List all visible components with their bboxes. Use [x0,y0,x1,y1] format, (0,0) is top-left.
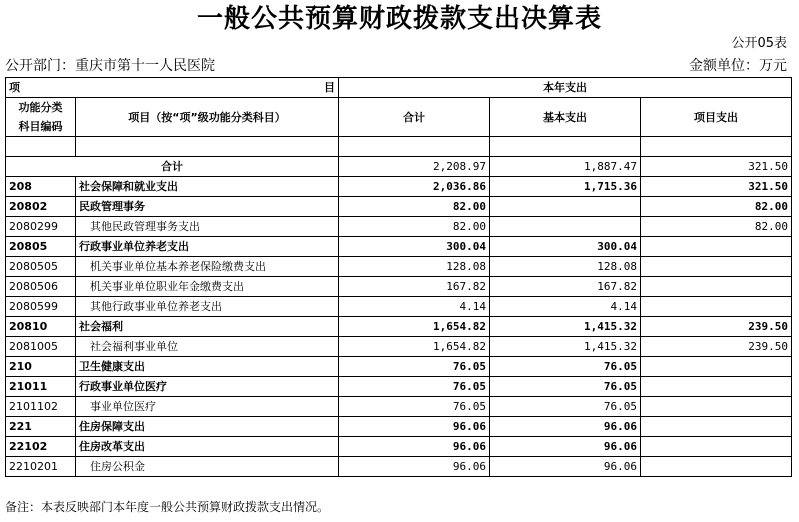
page-title: 一般公共预算财政拨款支出决算表 [196,4,602,34]
row-code: 210 [6,357,76,377]
row-code: 20802 [6,197,76,217]
row-project [641,457,792,477]
row-code: 2080299 [6,217,76,237]
table-row [6,337,792,357]
row-total: 96.06 [339,457,490,477]
row-code: 2080506 [6,277,76,297]
header-item-left: 项 [9,81,20,94]
row-project: 239.50 [641,337,792,357]
row-total: 300.04 [339,237,490,257]
row-total: 4.14 [339,297,490,317]
table-row [6,237,792,257]
row-name: 民政管理事务 [76,197,339,217]
blank-cell [76,137,339,157]
blank-cell [339,137,490,157]
total-row-total: 2,208.97 [339,157,490,177]
header-func-code-line2: 科目编码 [18,120,63,133]
header-basic: 基本支出 [490,98,641,137]
total-row [6,157,792,177]
row-code: 2101102 [6,397,76,417]
row-total: 82.00 [339,197,490,217]
row-total: 76.05 [339,357,490,377]
row-total: 82.00 [339,217,490,237]
row-total: 167.82 [339,277,490,297]
header-row-top [6,78,792,98]
row-basic [490,197,641,217]
row-code: 2210201 [6,457,76,477]
table-row [6,457,792,477]
header-project: 项目支出 [641,98,792,137]
row-total: 128.08 [339,257,490,277]
header-func-code-line1: 功能分类 [18,101,63,114]
row-project [641,277,792,297]
row-name: 卫生健康支出 [76,357,339,377]
table-row [6,437,792,457]
row-total: 1,654.82 [339,337,490,357]
department-label: 公开部门：重庆市第十一人民医院 [5,58,215,74]
row-basic: 4.14 [490,297,641,317]
row-project [641,437,792,457]
row-project [641,397,792,417]
unit-label: 金额单位：万元 [689,58,787,74]
header-func-code [6,98,76,137]
row-basic [490,217,641,237]
expenditure-table [5,77,792,477]
row-total: 76.05 [339,377,490,397]
table-row [6,177,792,197]
row-project [641,357,792,377]
table-row [6,397,792,417]
row-basic: 1,415.32 [490,337,641,357]
row-total: 76.05 [339,397,490,417]
table-row [6,417,792,437]
row-basic: 76.05 [490,397,641,417]
blank-cell [6,137,76,157]
total-row-label: 合计 [6,157,339,177]
row-code: 20810 [6,317,76,337]
header-item-right: 目 [324,81,335,94]
row-code: 2080505 [6,257,76,277]
table-row [6,317,792,337]
row-name: 行政事业单位医疗 [76,377,339,397]
row-project [641,417,792,437]
header-current-year: 本年支出 [339,78,792,98]
table-row [6,277,792,297]
total-row-basic: 1,887.47 [490,157,641,177]
row-basic: 300.04 [490,237,641,257]
table-row [6,357,792,377]
row-project: 82.00 [641,197,792,217]
row-basic: 96.06 [490,457,641,477]
row-name: 行政事业单位养老支出 [76,237,339,257]
row-project [641,257,792,277]
row-project: 239.50 [641,317,792,337]
row-code: 20805 [6,237,76,257]
row-name: 其他民政管理事务支出 [76,217,339,237]
row-name: 社会福利 [76,317,339,337]
row-code: 2080599 [6,297,76,317]
row-name: 住房改革支出 [76,437,339,457]
row-basic: 1,715.36 [490,177,641,197]
header-row-blank [6,137,792,157]
row-code: 21011 [6,377,76,397]
total-row-project: 321.50 [641,157,792,177]
form-code: 公开05表 [731,36,787,51]
row-name: 机关事业单位职业年金缴费支出 [76,277,339,297]
row-project: 321.50 [641,177,792,197]
row-name: 事业单位医疗 [76,397,339,417]
row-basic: 128.08 [490,257,641,277]
row-name: 其他行政事业单位养老支出 [76,297,339,317]
row-name: 社会福利事业单位 [76,337,339,357]
row-name: 机关事业单位基本养老保险缴费支出 [76,257,339,277]
row-code: 22102 [6,437,76,457]
header-row-main [6,98,792,137]
table-row [6,197,792,217]
row-project [641,297,792,317]
row-name: 社会保障和就业支出 [76,177,339,197]
row-code: 208 [6,177,76,197]
table-row [6,297,792,317]
footnote: 备注：本表反映部门本年度一般公共预算财政拨款支出情况。 [5,500,330,514]
row-total: 96.06 [339,437,490,457]
row-basic: 1,415.32 [490,317,641,337]
row-project [641,377,792,397]
row-total: 96.06 [339,417,490,437]
row-basic: 76.05 [490,357,641,377]
row-total: 1,654.82 [339,317,490,337]
blank-cell [490,137,641,157]
row-project: 82.00 [641,217,792,237]
table-row [6,377,792,397]
table-row [6,217,792,237]
row-code: 2081005 [6,337,76,357]
header-item-cell [6,78,339,98]
row-basic: 76.05 [490,377,641,397]
row-basic: 167.82 [490,277,641,297]
row-name: 住房公积金 [76,457,339,477]
header-total: 合计 [339,98,490,137]
row-basic: 96.06 [490,417,641,437]
header-item-name: 项目（按“项”级功能分类科目） [76,98,339,137]
blank-cell [641,137,792,157]
row-total: 2,036.86 [339,177,490,197]
row-basic: 96.06 [490,437,641,457]
table-row [6,257,792,277]
row-code: 221 [6,417,76,437]
row-project [641,237,792,257]
row-name: 住房保障支出 [76,417,339,437]
